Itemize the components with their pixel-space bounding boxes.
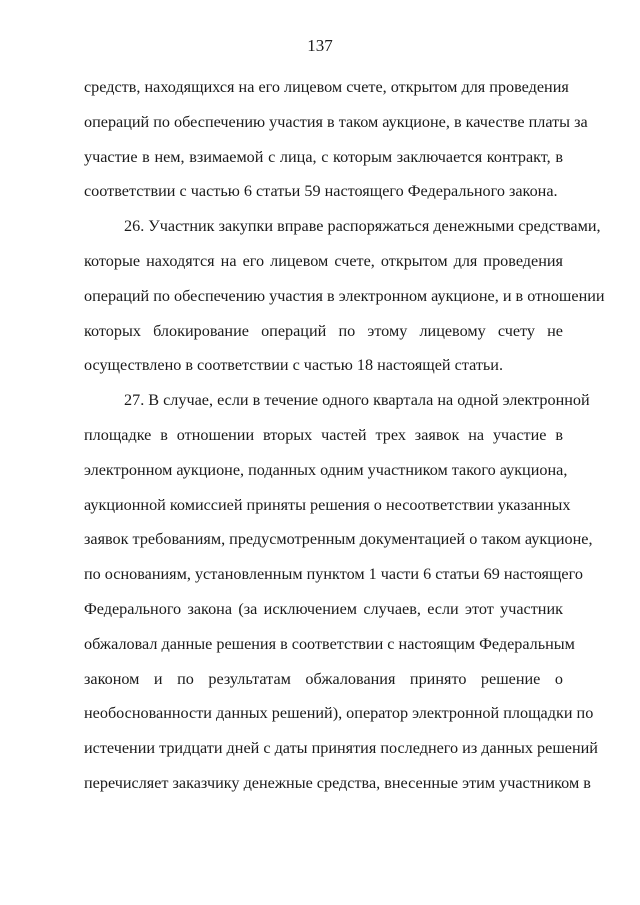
paragraph-27-line: обжаловал данные решения в соответствии с настоящим Федеральным	[84, 634, 575, 653]
paragraph-26-line: операций по обеспечению участия в электронном аукционе, и в отношении	[84, 286, 605, 305]
paragraph-27-line: 27. В случае, если в течение одного квартала на одной электронной	[124, 391, 590, 410]
paragraph-1-line: участие в нем, взимаемой с лица, с которым заключается контракт, в	[84, 147, 563, 166]
paragraph-26-line: которые находятся на его лицевом счете, открытом для проведения	[84, 251, 563, 270]
paragraph-26-line: осуществлено в соответствии с частью 18 настоящей статьи.	[84, 356, 504, 375]
document-body	[84, 70, 605, 801]
paragraph-27-line: истечении тридцати дней с даты принятия последнего из данных решений	[84, 739, 598, 758]
paragraph-1-line: средств, находящихся на его лицевом счете, открытом для проведения	[84, 78, 569, 96]
paragraph-26-line: которых блокирование операций по этому лицевому счету не	[84, 321, 563, 340]
paragraph-27-line: перечисляет заказчику денежные средства, внесенные этим участником в	[84, 773, 591, 792]
paragraph-27-line: по основаниям, установленным пунктом 1 части 6 статьи 69 настоящего	[84, 565, 583, 584]
page-number: 137	[307, 36, 333, 55]
paragraph-27-line: законом и по результатам обжалования принято решение о	[84, 669, 563, 688]
paragraph-27-line: Федерального закона (за исключением случаев, если этот участник	[84, 599, 563, 618]
paragraph-27-line: заявок требованиям, предусмотренным документацией о таком аукционе,	[84, 530, 593, 549]
paragraph-1-line: операций по обеспечению участия в таком аукционе, в качестве платы за	[84, 112, 588, 131]
paragraph-26-line: 26. Участник закупки вправе распоряжаться денежными средствами,	[124, 217, 601, 236]
paragraph-27-line: площадке в отношении вторых частей трех заявок на участие в	[84, 425, 563, 444]
paragraph-27-line: аукционной комиссией приняты решения о несоответствии указанных	[84, 495, 571, 514]
paragraph-1-line: соответствии с частью 6 статьи 59 настоящего Федерального закона.	[84, 182, 558, 201]
paragraph-27-line: электронном аукционе, поданных одним участником такого аукциона,	[84, 460, 568, 479]
paragraph-27-line: необоснованности данных решений), оператор электронной площадки по	[84, 704, 594, 723]
